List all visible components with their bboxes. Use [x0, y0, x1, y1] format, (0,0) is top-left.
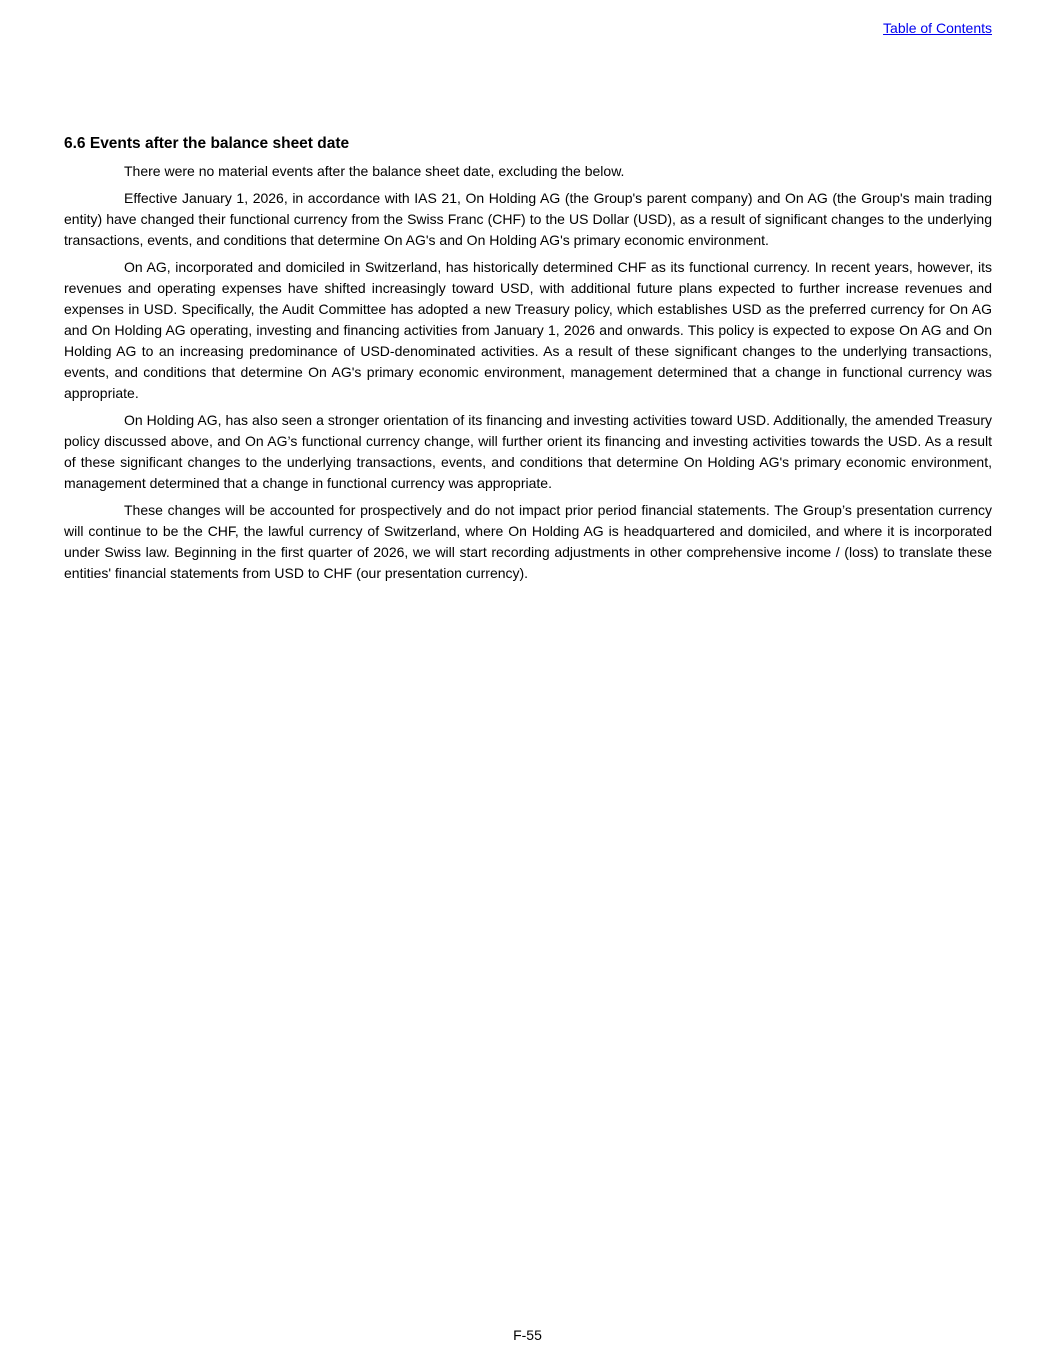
paragraph-intro: There were no material events after the balance sheet date, excluding the below. — [124, 163, 625, 180]
paragraph-accounting-treatment: These changes will be accounted for prospectively and do not impact prior period financial statements. The Group’s presentation currency will continue to be the CHF, the lawful currency of Switzerland, where On Holding AG is headquartered and domiciled, and where it is incorporated under Swiss law. Beginning in the first quarter of 2026, we will start recording adjustments in other comprehensive income / (loss) to translate these entities' financial statements from USD to CHF (our presentation currency). — [64, 502, 992, 582]
paragraph-on-ag: On AG, incorporated and domiciled in Switzerland, has historically determined CHF as its functional currency. In recent years, however, its revenues and operating expenses have shifted increasingly toward USD, with additional future plans expected to further increase revenues and expenses in USD. Specifically, the Audit Committee has adopted a new Treasury policy, which establishes USD as the preferred currency for On AG and On Holding AG operating, investing and financing activities from January 1, 2026 and onwards. This policy is expected to expose On AG and On Holding AG to an increasing predominance of USD-denominated activities. As a result of these significant changes to the underlying transactions, events, and conditions that determine On AG's primary economic environment, management determined that a change in functional currency was appropriate. — [64, 259, 992, 402]
paragraph-on-holding-ag: On Holding AG, has also seen a stronger orientation of its financing and investing activities toward USD. Additionally, the amended Treasury policy discussed above, and On AG’s functional currency change, will further orient its financing and investing activities towards the USD. As a result of these significant changes to the underlying transactions, events, and conditions that determine On Holding AG's primary economic environment, management determined that a change in functional currency was appropriate. — [64, 412, 992, 492]
body-text — [64, 161, 992, 584]
paragraph-effective-date: Effective January 1, 2026, in accordance with IAS 21, On Holding AG (the Group's parent company) and On AG (the Group's main trading entity) have changed their functional currency from the Swiss Franc (CHF) to the US Dollar (USD), as a result of significant changes to the underlying transactions, events, and conditions that determine On AG's and On Holding AG's primary economic environment. — [64, 190, 992, 249]
page-content — [64, 0, 992, 584]
toc-row — [64, 0, 992, 36]
section-heading: 6.6 Events after the balance sheet date — [64, 135, 350, 152]
table-of-contents-link[interactable]: Table of Contents — [883, 20, 992, 36]
page-number: F-55 — [513, 1327, 542, 1343]
